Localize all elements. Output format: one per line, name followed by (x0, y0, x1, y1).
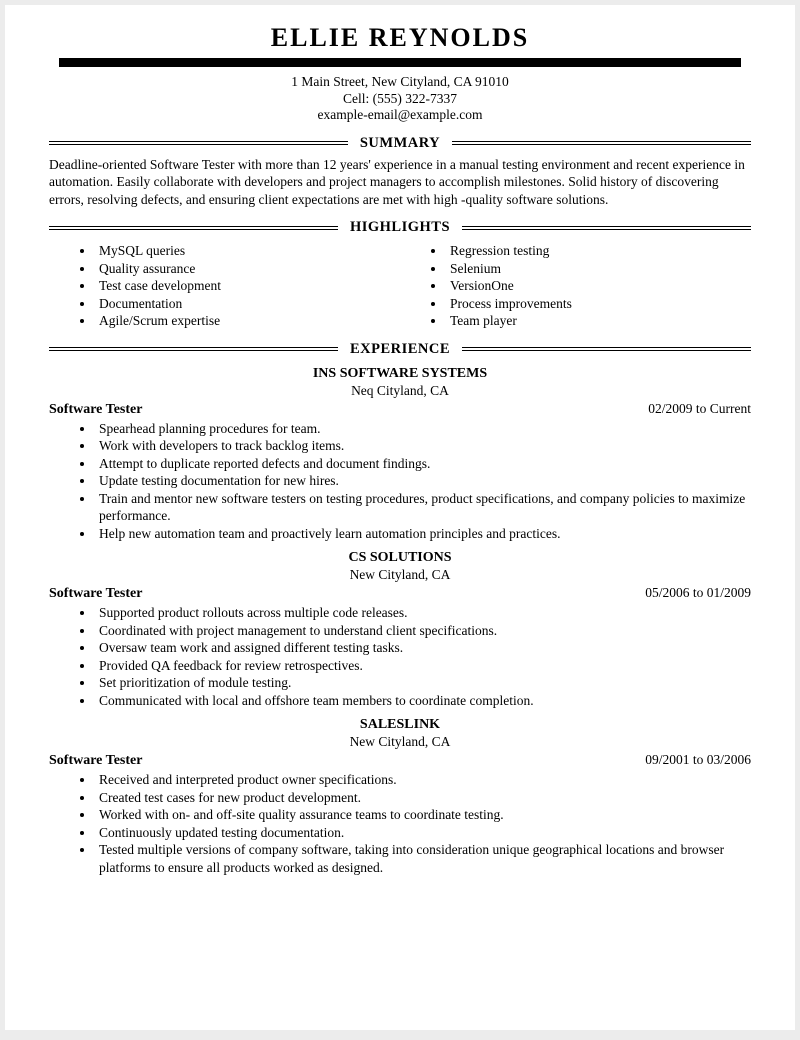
duty-item: • Communicated with local and offshore team members to coordinate completion. (95, 692, 751, 710)
highlight-item: • Test case development (95, 277, 400, 295)
duty-item: • Set prioritization of module testing. (95, 674, 751, 692)
duty-item: • Work with developers to track backlog items. (95, 437, 751, 455)
highlight-item: • Agile/Scrum expertise (95, 312, 400, 330)
job-title: Software Tester (49, 586, 143, 601)
company-name: CS SOLUTIONS (348, 550, 452, 565)
duty-item: • Help new automation team and proactively learn automation principles and practices. (95, 525, 751, 543)
heading-rule-right (462, 226, 751, 230)
company-location: New Cityland, CA (349, 734, 451, 749)
resume-page (5, 5, 795, 1030)
job-title: Software Tester (49, 401, 143, 417)
highlight-item: • Regression testing (446, 242, 751, 260)
duty-item: • Supported product rollouts across multiple code releases. (95, 604, 751, 622)
contact-block (49, 74, 751, 124)
contact-address: 1 Main Street, New Cityland, CA 91010 (291, 74, 509, 89)
highlight-item: • Documentation (95, 295, 400, 313)
heading-rule-right (462, 347, 751, 351)
highlight-item: • VersionOne (446, 277, 751, 295)
job-title-row (49, 751, 751, 770)
duty-item: • Spearhead planning procedures for team. (95, 420, 751, 438)
job-entry (49, 716, 751, 876)
job-title-row (49, 584, 751, 603)
job-dates: 09/2001 to 03/2006 (645, 752, 751, 767)
highlight-item: • Selenium (446, 260, 751, 278)
contact-email: example-email@example.com (317, 107, 483, 122)
highlight-item: • Team player (446, 312, 751, 330)
duty-item: • Update testing documentation for new hires. (95, 472, 751, 490)
highlights-right-list (400, 242, 751, 330)
summary-section-heading (49, 135, 751, 152)
duty-item: • Created test cases for new product development. (95, 789, 751, 807)
company-name: SALESLINK (359, 717, 441, 732)
duty-item: • Received and interpreted product owner specifications. (95, 771, 751, 789)
job-dates: 02/2009 to Current (648, 400, 751, 416)
experience-section-heading (49, 341, 751, 358)
experience-heading-label: EXPERIENCE (349, 340, 451, 357)
candidate-name: ELLIE REYNOLDS (270, 23, 530, 52)
duty-item: • Attempt to duplicate reported defects and document findings. (95, 455, 751, 473)
duty-item: • Continuously updated testing documentation. (95, 824, 751, 842)
job-duties-list (49, 420, 751, 543)
company-name: INS SOFTWARE SYSTEMS (312, 365, 488, 381)
summary-text: Deadline-oriented Software Tester with more than 12 years' experience in a manual testing environment and recent experience in automation. Easily collaborate with developers and project managers to accomplish milestones. Solid history of discovering errors, resolving defects, and ensuring client expectations are met with high -quality software solutions. (49, 156, 745, 207)
duty-item: • Oversaw team work and assigned different testing tasks. (95, 639, 751, 657)
summary-heading-label: SUMMARY (359, 134, 441, 151)
company-location: Neq Cityland, CA (351, 382, 449, 398)
contact-phone: Cell: (555) 322-7337 (343, 90, 457, 106)
highlights-heading-label: HIGHLIGHTS (349, 219, 451, 235)
highlights-columns (49, 240, 751, 330)
job-dates: 05/2006 to 01/2009 (645, 585, 751, 600)
name-underline-bar (59, 58, 741, 67)
duty-item: • Tested multiple versions of company software, taking into consideration unique geographical locations and browser platforms to ensure all products worked as designed. (95, 841, 751, 876)
highlights-left-list (49, 242, 400, 330)
job-duties-list (49, 604, 751, 709)
heading-rule-left (49, 226, 338, 230)
job-title: Software Tester (49, 753, 143, 768)
job-duties-list (49, 771, 751, 876)
duty-item: • Coordinated with project management to understand client specifications. (95, 622, 751, 640)
job-title-row (49, 400, 751, 419)
highlight-item: • Quality assurance (95, 260, 400, 278)
duty-item: • Train and mentor new software testers on testing procedures, product specifications, and company policies to maximize performance. (95, 490, 751, 525)
heading-rule-left (49, 347, 338, 351)
highlight-item: • MySQL queries (95, 242, 400, 260)
heading-rule-left (49, 141, 348, 145)
duty-item: • Provided QA feedback for review retrospectives. (95, 657, 751, 675)
company-location: New Cityland, CA (349, 567, 451, 582)
job-entry (49, 365, 751, 543)
highlights-section-heading (49, 219, 751, 236)
job-entry (49, 549, 751, 709)
duty-item: • Worked with on- and off-site quality assurance teams to coordinate testing. (95, 806, 751, 824)
highlight-item: • Process improvements (446, 295, 751, 313)
heading-rule-right (452, 141, 751, 145)
